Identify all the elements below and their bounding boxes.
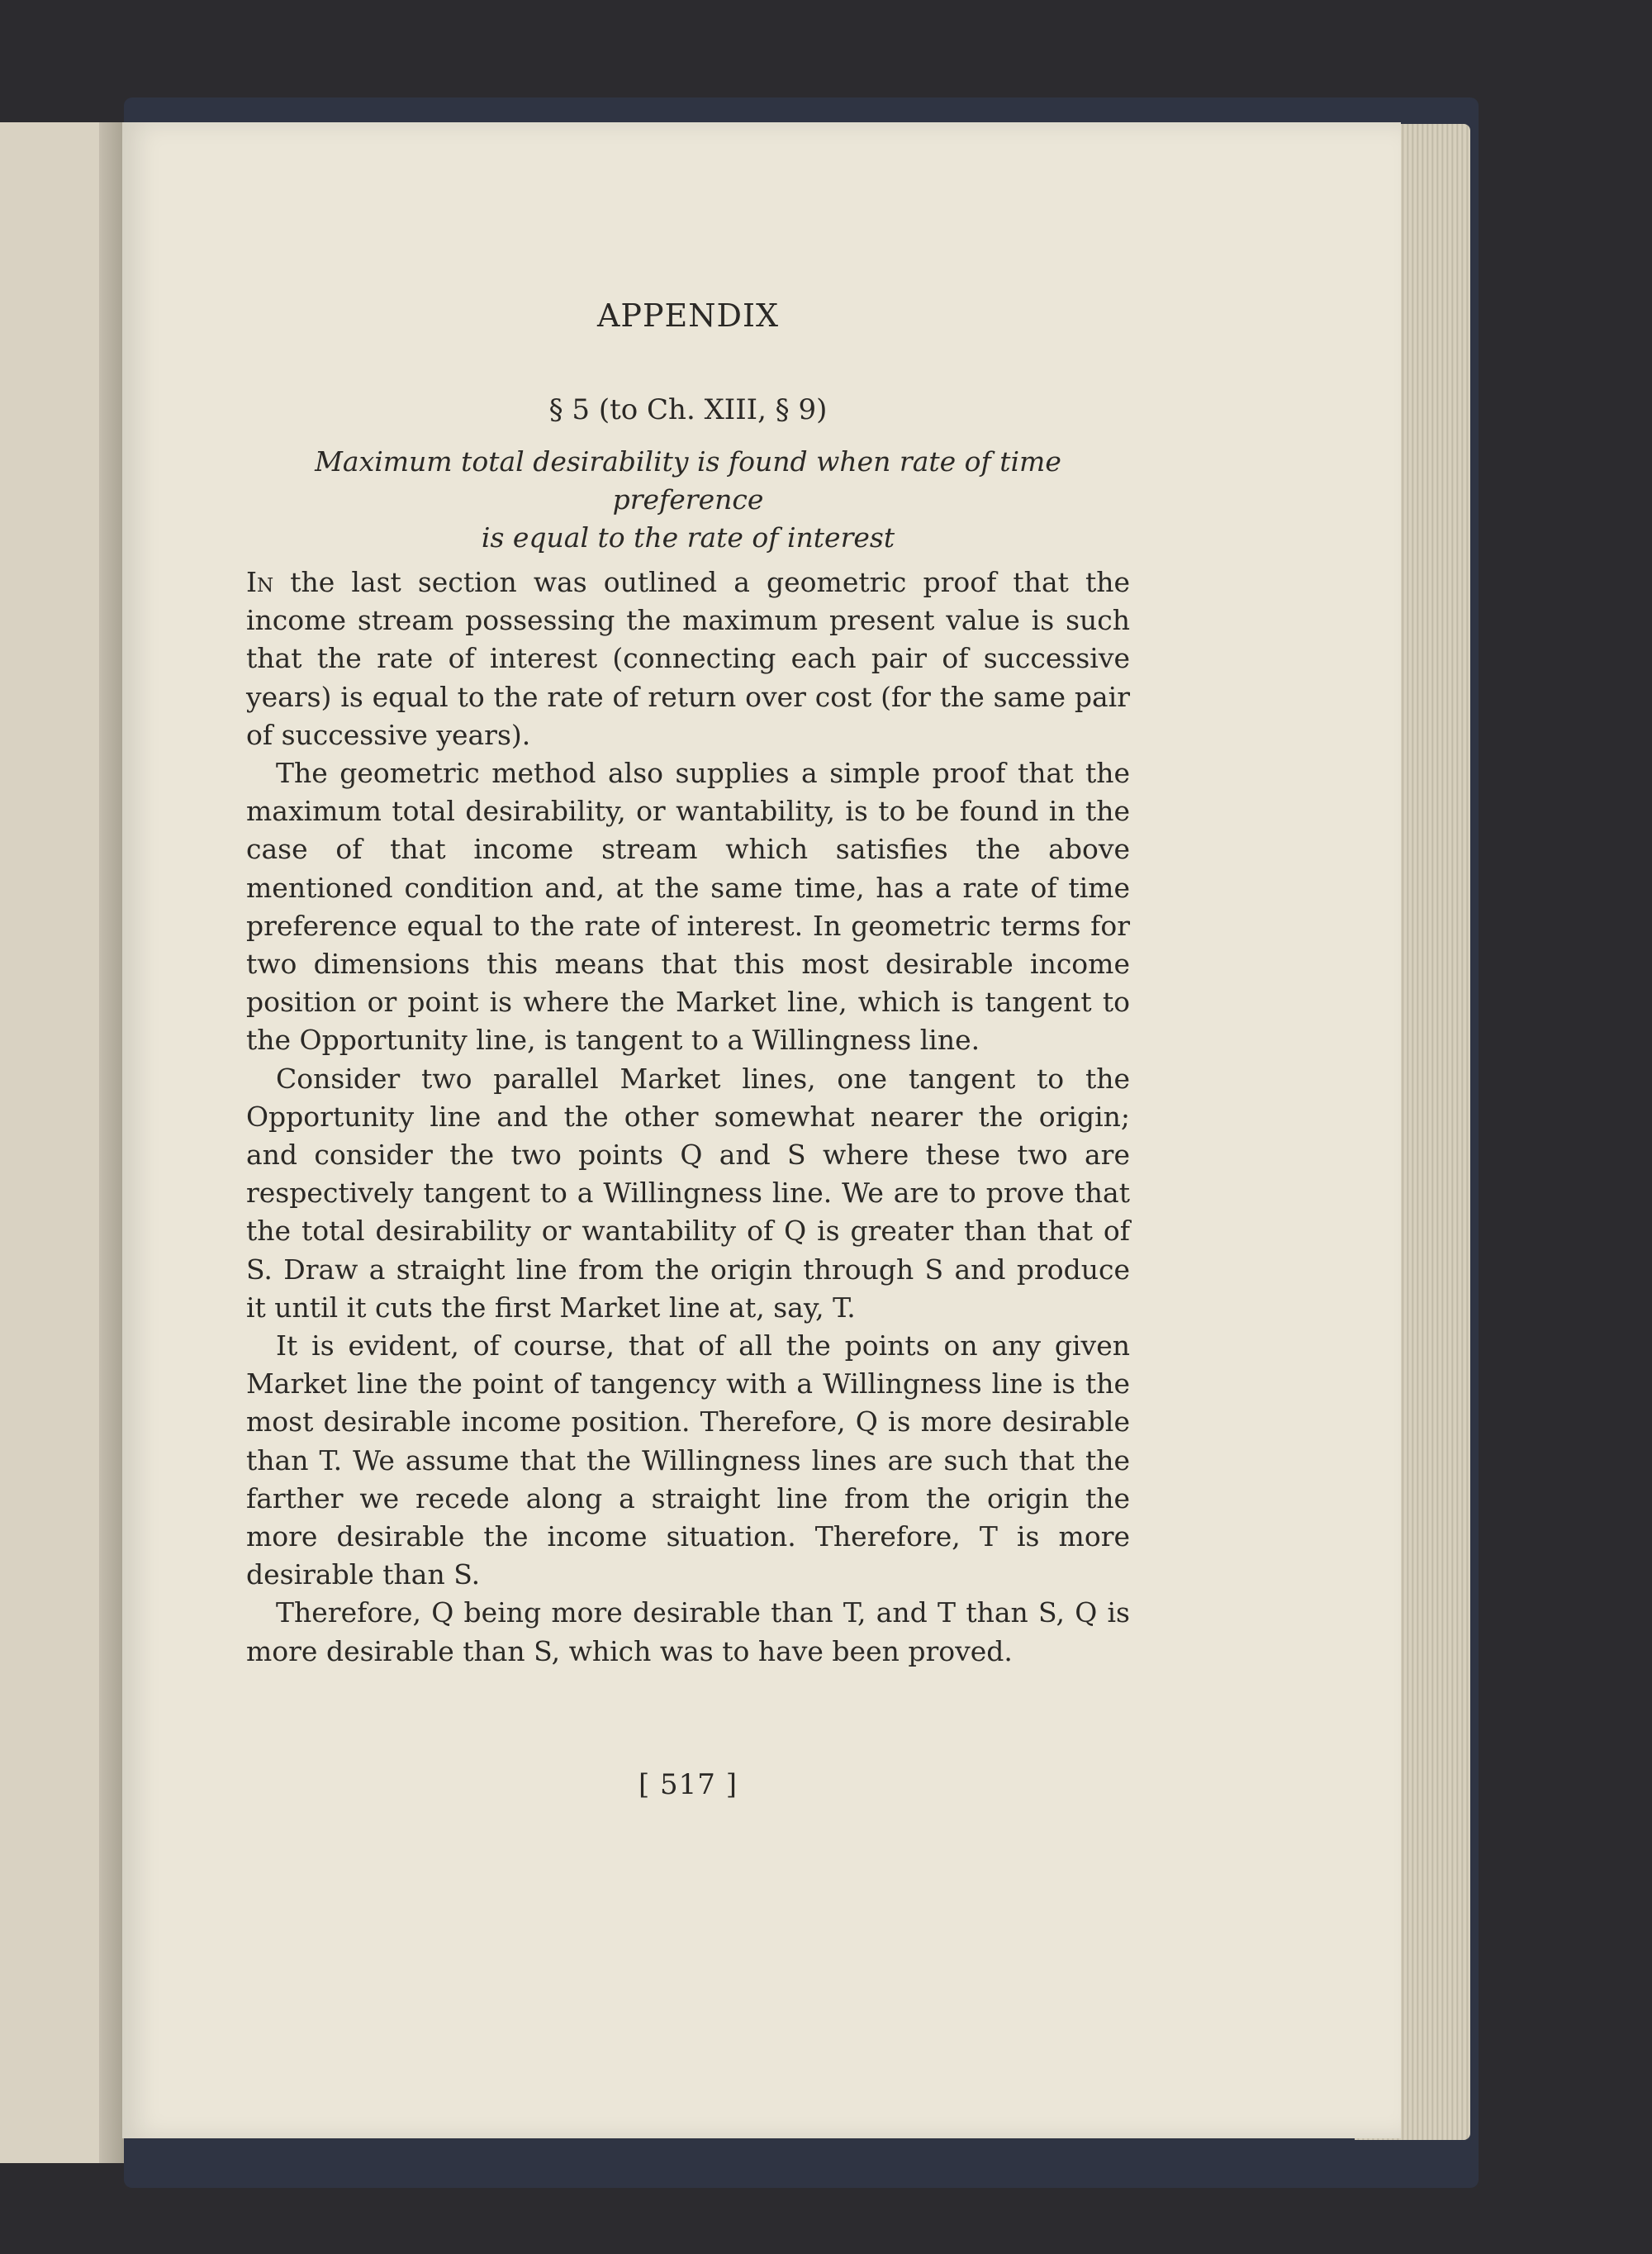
facing-page bbox=[0, 122, 116, 2163]
section-title-line: is equal to the rate of interest bbox=[481, 521, 895, 554]
paragraph-text: the last section was outlined a geometric proof that the income stream possessing the maximum present value is such that the rate of interest (connecting each pair of successive years) is equal to the rate of return over cost (for the same pair of successive years). bbox=[246, 566, 1130, 751]
paragraph-lead-in: In bbox=[246, 566, 274, 598]
paragraph bbox=[246, 564, 1130, 754]
paragraph: It is evident, of course, that of all the points on any given Market line the point of tangency with a Willingness line is the most desirable income position. Therefore, Q is more desirable than T. We assume that the Willingness lines are such that the farther we recede along a straight line from the origin the more desirable the income situation. Therefore, T is more desirable than S. bbox=[246, 1329, 1130, 1591]
text-block bbox=[246, 297, 1130, 1829]
paragraph: Therefore, Q being more desirable than T, and T than S, Q is more desirable than S, which was to have been proved. bbox=[246, 1596, 1130, 1667]
book-page bbox=[122, 122, 1401, 2138]
paragraph: Consider two parallel Market lines, one tangent to the Opportunity line and the other somewhat nearer the origin; and consider the two points Q and S where these two are respectively tangent to a Willingness line. We are to prove that the total desirability or wantability of Q is greater than that of S. Draw a straight line from the origin through S and produce it until it cuts the first Market line at, say, T. bbox=[246, 1062, 1130, 1324]
section-reference: § 5 (to Ch. XIII, § 9) bbox=[548, 393, 828, 426]
section-title bbox=[246, 443, 1130, 557]
section-title-line: Maximum total desirability is found when rate of time preference bbox=[315, 445, 1061, 516]
running-head: APPENDIX bbox=[596, 297, 780, 334]
page-number: [ 517 ] bbox=[638, 1767, 738, 1801]
paragraph: The geometric method also supplies a simple proof that the maximum total desirability, or wantability, is to be found in the case of that income stream which satisfies the above mentioned condition and, at the same time, has a rate of time preference equal to the rate of interest. In geometric terms for two dimensions this means that this most desirable income position or point is where the Market line, which is tangent to the Opportunity line, is tangent to a Willingness line. bbox=[246, 757, 1130, 1057]
book-gutter bbox=[99, 122, 124, 2163]
